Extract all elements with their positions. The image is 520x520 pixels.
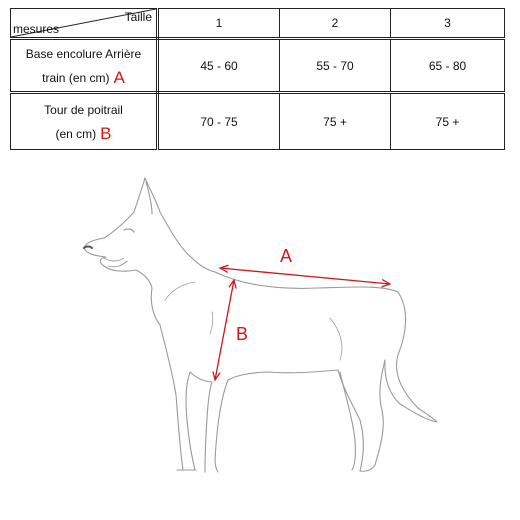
label-a: A [279,246,293,266]
letter-b-marker: B [100,123,112,143]
header-label-mesures: mesures [13,22,60,36]
cell-b-size-3: 75 + [391,93,505,150]
row-label-a-line1: Base encolure Arrière [25,46,142,61]
table-row-a [11,39,505,93]
letter-a-marker: A [113,67,125,87]
cell-b-size-2: 75 + [280,93,391,150]
size-header-1: 1 [158,9,280,39]
row-label-a [11,39,158,93]
row-label-b-line2: (en cm) [55,126,97,141]
dog-outline [84,178,437,472]
size-header-3: 3 [391,9,505,39]
table-row-b [11,93,505,150]
measurement-a [220,246,390,284]
size-chart-table [10,8,505,150]
table-header-row [11,9,505,39]
row-label-b [11,93,158,150]
corner-header-cell [11,9,158,39]
row-label-a-line2: train (en cm) [42,70,110,85]
measurement-b [215,280,248,380]
cell-b-size-1: 70 - 75 [158,93,280,150]
row-label-b-line1: Tour de poitrail [44,102,123,117]
cell-a-size-3: 65 - 80 [391,39,505,93]
arrow-a [220,268,390,284]
cell-a-size-1: 45 - 60 [158,39,280,93]
arrow-b [215,280,234,380]
header-label-taille: Taille [124,10,152,24]
label-b: B [235,324,249,344]
size-header-2: 2 [280,9,391,39]
cell-a-size-2: 55 - 70 [280,39,391,93]
dog-measurement-diagram [0,170,520,490]
